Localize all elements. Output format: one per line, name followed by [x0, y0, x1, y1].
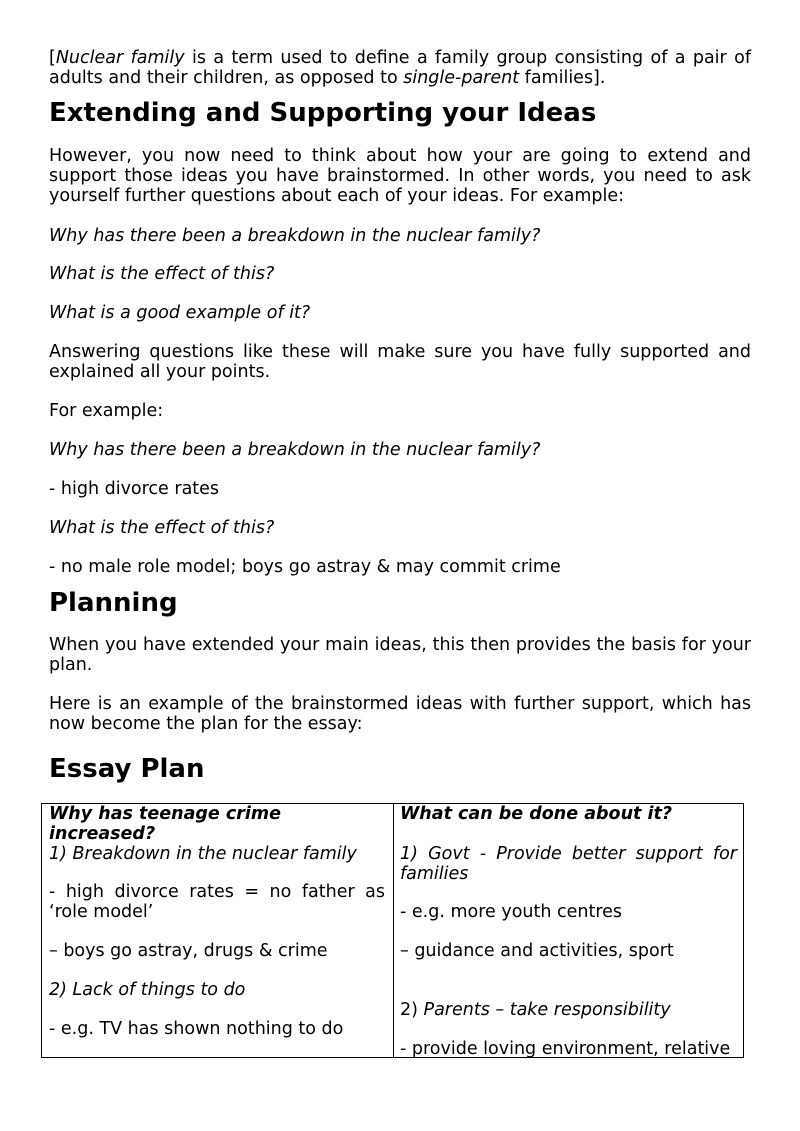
cause-item-1: 1) Breakdown in the nuclear family	[49, 844, 357, 864]
intro-text-a: is a term used to define a family group consisting of a pair of adults and their children, as opposed to	[49, 48, 751, 88]
heading-essay-plan: Essay Plan	[49, 754, 205, 784]
solution-item-1: 1) Govt - Provide better support for families	[400, 844, 737, 884]
heading-extending: Extending and Supporting your Ideas	[49, 98, 597, 128]
solution-item-1b: – guidance and activities, sport	[400, 941, 674, 961]
solution-item-2-number: 2)	[400, 1000, 424, 1020]
heading-planning: Planning	[49, 588, 178, 618]
column-header-causes: Why has teenage crime increased?	[49, 804, 282, 844]
column-header-solutions: What can be done about it?	[400, 804, 673, 824]
example-answer-role-model: - no male role model; boys go astray & may commit crime	[49, 557, 561, 577]
planning-paragraph-2: Here is an example of the brainstormed ideas with further support, which has now become the plan for the essay:	[49, 694, 751, 734]
for-example-label: For example:	[49, 401, 164, 421]
question-breakdown: Why has there been a breakdown in the nuclear family?	[49, 226, 541, 246]
question-effect: What is the effect of this?	[49, 264, 275, 284]
extending-paragraph: However, you now need to think about how your are going to extend and support those ideas you have brainstormed. In other words, you need to ask yourself further questions about each of your ideas. For example:	[49, 146, 751, 206]
planning-paragraph-1: When you have extended your main ideas, this then provides the basis for your plan.	[49, 635, 751, 675]
answering-paragraph: Answering questions like these will make sure you have fully supported and explained all your points.	[49, 342, 751, 382]
cause-item-1a: - high divorce rates = no father as ‘role model’	[49, 882, 385, 922]
solution-item-2a: - provide loving environment, relative	[400, 1039, 731, 1059]
cause-item-2a: - e.g. TV has shown nothing to do	[49, 1019, 344, 1039]
intro-text-b: families].	[519, 68, 606, 88]
solution-item-2-text: Parents – take responsibility	[423, 1000, 671, 1020]
cause-item-2: 2) Lack of things to do	[49, 980, 246, 1000]
essay-plan-column-causes	[42, 804, 394, 1057]
intro-term: Nuclear family	[55, 48, 185, 68]
intro-bracket: [	[49, 48, 56, 68]
essay-plan-column-solutions	[393, 804, 743, 1057]
solution-item-2	[400, 1000, 737, 1020]
cause-item-1b: – boys go astray, drugs & crime	[49, 941, 328, 961]
essay-plan-table	[41, 803, 744, 1058]
question-example: What is a good example of it?	[49, 303, 311, 323]
solution-item-1a: - e.g. more youth centres	[400, 902, 623, 922]
example-question-breakdown: Why has there been a breakdown in the nuclear family?	[49, 440, 541, 460]
example-answer-divorce: - high divorce rates	[49, 479, 220, 499]
example-question-effect: What is the effect of this?	[49, 518, 275, 538]
intro-term2: single-parent	[403, 68, 520, 88]
intro-paragraph	[49, 48, 751, 88]
